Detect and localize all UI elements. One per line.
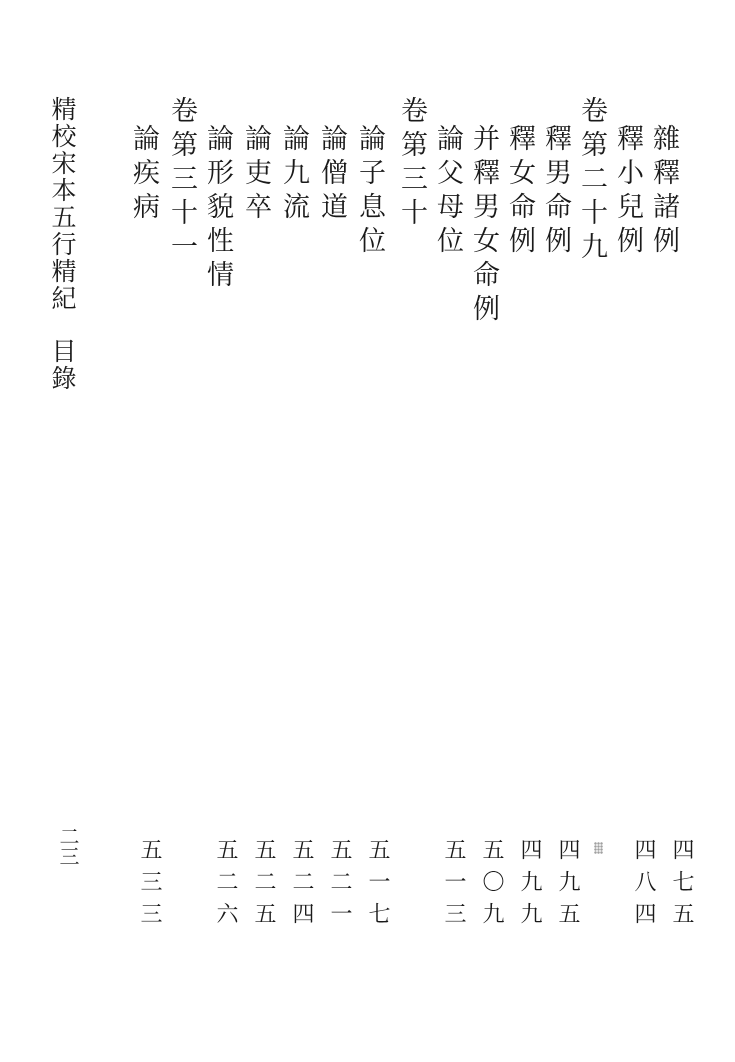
toc-entry-title: 論形貌性情: [202, 124, 233, 294]
toc-entry-title: 論疾病: [128, 124, 159, 226]
toc-entry-title: 論子息位: [354, 124, 385, 260]
toc-page-number: 五三三: [137, 838, 162, 934]
toc-page-number: 四九九: [517, 838, 542, 934]
section-title: 目錄: [48, 338, 77, 392]
toc-juan-heading: 卷第二十九: [576, 96, 607, 266]
toc-entry-title: 論父母位: [432, 124, 463, 260]
toc-juan-heading: 卷第三十一: [166, 96, 197, 266]
folio-number: 二三: [56, 826, 80, 866]
toc-page-number: 五一三: [441, 838, 466, 934]
toc-entry-title: 釋男命例: [540, 124, 571, 260]
toc-page-number: 五〇九: [479, 838, 504, 934]
toc-page-number: 五二一: [327, 838, 352, 934]
toc-entry-title: 論吏卒: [240, 124, 271, 226]
toc-entry-title: 雜釋諸例: [648, 124, 679, 260]
toc-juan-heading: 卷第三十: [396, 96, 427, 232]
toc-entry-title: 并釋男女命例: [468, 124, 499, 328]
toc-entry-title: 論僧道: [316, 124, 347, 226]
toc-entry-title: 論九流: [278, 124, 309, 226]
toc-page-number: 五二六: [213, 838, 238, 934]
book-title: 精校宋本五行精紀: [48, 96, 77, 312]
toc-page-number: 四九五: [555, 838, 580, 934]
toc-page-number: 五二四: [289, 838, 314, 934]
toc-page-number: 五一七: [365, 838, 390, 934]
toc-entry-title: 釋女命例: [504, 124, 535, 260]
toc-page-number: 四七五: [669, 838, 694, 934]
toc-entry-title: 釋小兒例: [612, 124, 643, 260]
toc-page-number: 五二五: [251, 838, 276, 934]
running-header: [50, 96, 75, 392]
scan-speck: [594, 842, 603, 854]
toc-page-number: 四八四: [631, 838, 656, 934]
